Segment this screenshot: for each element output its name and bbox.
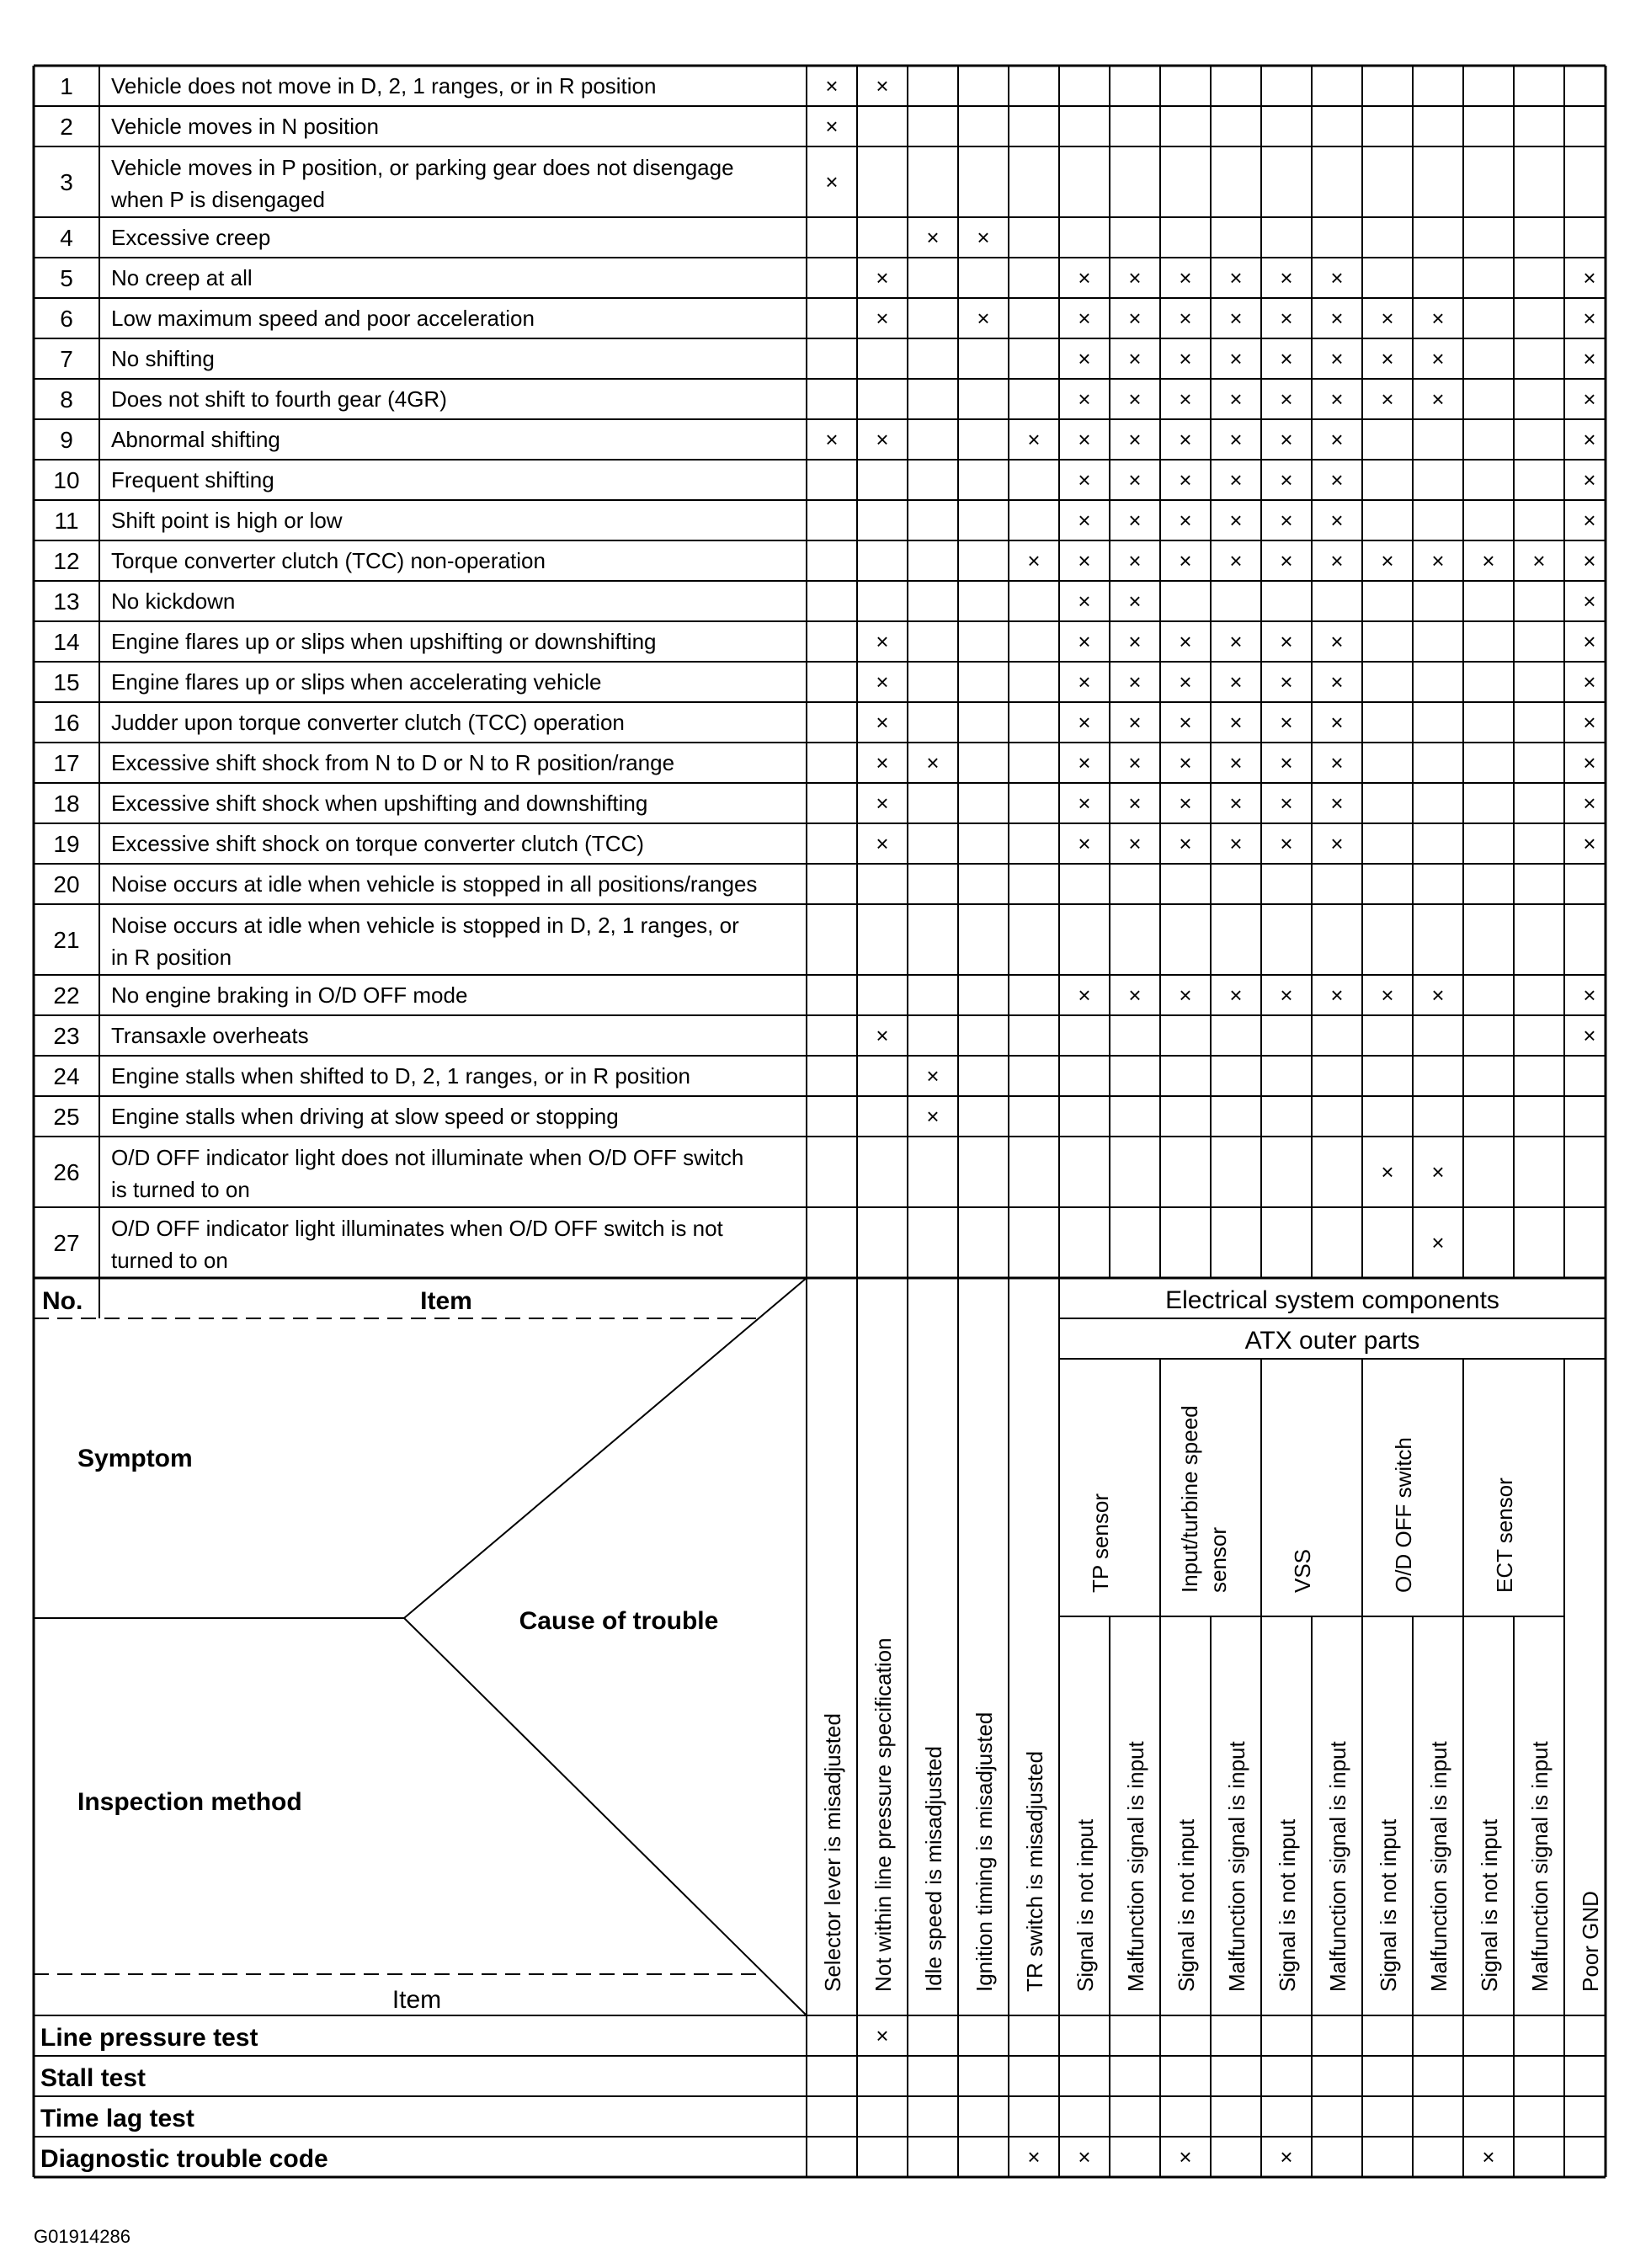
cause-column-label: Malfunction signal is input	[1527, 1741, 1552, 1992]
cause-mark: ×	[1280, 831, 1293, 856]
cause-mark: ×	[1128, 467, 1142, 492]
cause-mark: ×	[1330, 669, 1344, 695]
symptom-text: Vehicle moves in P position, or parking gear does not disengage	[111, 155, 734, 180]
cause-mark: ×	[1330, 386, 1344, 412]
symptom-text: Judder upon torque converter clutch (TCC) operation	[111, 710, 625, 735]
symptom-text: Torque converter clutch (TCC) non-operation	[111, 548, 546, 573]
cause-mark: ×	[1280, 386, 1293, 412]
diagonal-divider	[404, 1278, 807, 2015]
cause-mark: ×	[1179, 467, 1192, 492]
cause-mark: ×	[825, 427, 839, 452]
cause-mark: ×	[1078, 306, 1091, 331]
cause-mark: ×	[1027, 427, 1041, 452]
cause-mark: ×	[1280, 306, 1293, 331]
cause-mark: ×	[1583, 710, 1596, 735]
symptom-text: No kickdown	[111, 588, 236, 614]
cause-column-label: Malfunction signal is input	[1426, 1741, 1451, 1992]
cause-mark: ×	[876, 73, 889, 98]
cause-mark: ×	[1280, 265, 1293, 290]
cause-mark: ×	[1280, 791, 1293, 816]
cause-mark: ×	[1431, 306, 1445, 331]
cause-mark: ×	[1229, 710, 1243, 735]
electrical-components-header: Electrical system components	[1165, 1286, 1499, 1314]
cause-column-label: TR switch is misadjusted	[1022, 1750, 1047, 1992]
symptom-number: 25	[53, 1104, 80, 1130]
symptom-text: Low maximum speed and poor acceleration	[111, 306, 535, 331]
inspection-mark: ×	[1482, 2144, 1495, 2170]
cause-mark: ×	[926, 1063, 940, 1089]
symptom-number: 20	[53, 871, 80, 897]
cause-mark: ×	[1583, 791, 1596, 816]
cause-mark: ×	[876, 427, 889, 452]
component-group-label: Input/turbine speed	[1177, 1405, 1202, 1593]
symptom-text: Excessive shift shock when upshifting and downshifting	[111, 791, 648, 816]
cause-mark: ×	[1179, 427, 1192, 452]
cause-mark: ×	[1179, 750, 1192, 775]
cause-mark: ×	[977, 306, 990, 331]
symptom-text: No creep at all	[111, 265, 253, 290]
cause-mark: ×	[1179, 831, 1192, 856]
cause-mark: ×	[1330, 982, 1344, 1008]
symptom-text: Does not shift to fourth gear (4GR)	[111, 386, 447, 412]
cause-mark: ×	[1229, 629, 1243, 654]
cause-mark: ×	[825, 169, 839, 194]
cause-mark: ×	[1128, 548, 1142, 573]
cause-mark: ×	[1280, 508, 1293, 533]
cause-mark: ×	[1229, 306, 1243, 331]
cause-mark: ×	[926, 1104, 940, 1129]
no-label: No.	[42, 1287, 83, 1315]
symptom-number: 2	[60, 114, 73, 140]
cause-mark: ×	[1280, 548, 1293, 573]
cause-mark: ×	[977, 225, 990, 250]
cause-mark: ×	[1381, 306, 1394, 331]
cause-mark: ×	[1583, 831, 1596, 856]
cause-mark: ×	[876, 710, 889, 735]
symptom-text: Excessive shift shock on torque converter clutch (TCC)	[111, 831, 644, 856]
cause-mark: ×	[1330, 346, 1344, 371]
symptom-text: Vehicle moves in N position	[111, 114, 379, 139]
cause-mark: ×	[1583, 265, 1596, 290]
cause-mark: ×	[1128, 508, 1142, 533]
symptom-number: 10	[53, 467, 80, 493]
cause-mark: ×	[1179, 346, 1192, 371]
cause-mark: ×	[1330, 791, 1344, 816]
symptom-number: 24	[53, 1063, 80, 1089]
symptom-number: 3	[60, 169, 73, 195]
symptom-text: Vehicle does not move in D, 2, 1 ranges, or in R position	[111, 73, 657, 98]
symptom-number: 9	[60, 427, 73, 453]
cause-mark: ×	[1280, 750, 1293, 775]
symptom-number: 13	[53, 588, 80, 615]
symptom-text: Noise occurs at idle when vehicle is stopped in all positions/ranges	[111, 871, 758, 897]
cause-mark: ×	[1078, 427, 1091, 452]
cause-mark: ×	[1381, 346, 1394, 371]
cause-column-label: Ignition timing is misadjusted	[972, 1712, 997, 1992]
inspection-label: Inspection method	[77, 1788, 302, 1816]
symptom-text: is turned to on	[111, 1177, 250, 1202]
cause-mark: ×	[1128, 265, 1142, 290]
item-label-top: Item	[420, 1287, 472, 1315]
cause-mark: ×	[1330, 548, 1344, 573]
cause-mark: ×	[1128, 629, 1142, 654]
component-group-label: sensor	[1206, 1526, 1231, 1593]
cause-mark: ×	[1128, 386, 1142, 412]
cause-mark: ×	[1229, 831, 1243, 856]
cause-mark: ×	[876, 669, 889, 695]
symptom-number: 12	[53, 548, 80, 574]
cause-mark: ×	[876, 629, 889, 654]
cause-mark: ×	[1179, 982, 1192, 1008]
cause-mark: ×	[1128, 791, 1142, 816]
cause-mark: ×	[1078, 710, 1091, 735]
cause-mark: ×	[1583, 508, 1596, 533]
symptom-text: Frequent shifting	[111, 467, 274, 492]
cause-mark: ×	[1583, 588, 1596, 614]
cause-mark: ×	[876, 831, 889, 856]
cause-mark: ×	[1330, 265, 1344, 290]
cause-mark: ×	[1532, 548, 1546, 573]
cause-mark: ×	[1280, 467, 1293, 492]
cause-mark: ×	[1381, 1159, 1394, 1185]
cause-mark: ×	[1431, 386, 1445, 412]
cause-column-label: Idle speed is misadjusted	[921, 1746, 946, 1992]
cause-mark: ×	[1128, 588, 1142, 614]
cause-mark: ×	[1128, 346, 1142, 371]
symptom-text: turned to on	[111, 1248, 228, 1273]
symptom-number: 18	[53, 791, 80, 817]
symptom-number: 14	[53, 629, 80, 655]
cause-mark: ×	[1280, 629, 1293, 654]
item-label-bottom: Item	[391, 1986, 442, 2014]
cause-mark: ×	[1179, 306, 1192, 331]
cause-mark: ×	[1128, 669, 1142, 695]
cause-mark: ×	[1128, 710, 1142, 735]
symptom-text: Engine flares up or slips when upshifting or downshifting	[111, 629, 657, 654]
cause-mark: ×	[1229, 467, 1243, 492]
symptom-text: Abnormal shifting	[111, 427, 280, 452]
cause-mark: ×	[1128, 750, 1142, 775]
cause-column-label: Malfunction signal is input	[1123, 1741, 1148, 1992]
cause-mark: ×	[1583, 306, 1596, 331]
cause-mark: ×	[1128, 427, 1142, 452]
cause-mark: ×	[1583, 629, 1596, 654]
symptom-number: 5	[60, 265, 73, 291]
cause-column-label: Poor GND	[1578, 1891, 1603, 1992]
cause-mark: ×	[1128, 831, 1142, 856]
cause-mark: ×	[1381, 548, 1394, 573]
symptom-number: 11	[54, 508, 79, 534]
cause-mark: ×	[825, 73, 839, 98]
cause-mark: ×	[1078, 467, 1091, 492]
cause-mark: ×	[1179, 669, 1192, 695]
symptom-number: 23	[53, 1023, 80, 1049]
symptom-text: No engine braking in O/D OFF mode	[111, 982, 468, 1008]
cause-mark: ×	[825, 114, 839, 139]
cause-label: Cause of trouble	[519, 1607, 719, 1635]
cause-mark: ×	[1229, 346, 1243, 371]
cause-mark: ×	[1229, 265, 1243, 290]
symptom-number: 4	[60, 225, 73, 251]
cause-mark: ×	[926, 750, 940, 775]
cause-mark: ×	[1330, 508, 1344, 533]
inspection-name: Diagnostic trouble code	[40, 2145, 328, 2173]
cause-mark: ×	[1482, 548, 1495, 573]
inspection-mark: ×	[1280, 2144, 1293, 2170]
symptom-number: 22	[53, 982, 80, 1009]
cause-mark: ×	[1229, 548, 1243, 573]
cause-mark: ×	[1583, 982, 1596, 1008]
cause-mark: ×	[1583, 427, 1596, 452]
inspection-mark: ×	[876, 2023, 889, 2048]
cause-mark: ×	[1179, 508, 1192, 533]
cause-mark: ×	[1078, 629, 1091, 654]
cause-mark: ×	[1027, 548, 1041, 573]
symptom-number: 7	[60, 346, 73, 372]
symptom-text: Noise occurs at idle when vehicle is stopped in D, 2, 1 ranges, or	[111, 913, 739, 938]
cause-column-label: Signal is not input	[1376, 1818, 1401, 1992]
cause-mark: ×	[1229, 982, 1243, 1008]
symptom-text: No shifting	[111, 346, 215, 371]
symptom-text: Engine flares up or slips when accelerating vehicle	[111, 669, 602, 695]
cause-mark: ×	[1078, 548, 1091, 573]
symptom-number: 27	[53, 1230, 80, 1256]
symptom-number: 26	[53, 1159, 80, 1185]
cause-mark: ×	[1330, 710, 1344, 735]
cause-mark: ×	[876, 265, 889, 290]
cause-column-label: Not within line pressure specification	[871, 1637, 896, 1992]
cause-mark: ×	[1330, 467, 1344, 492]
cause-mark: ×	[1280, 982, 1293, 1008]
cause-column-label: Malfunction signal is input	[1325, 1741, 1350, 1992]
cause-mark: ×	[1330, 306, 1344, 331]
cause-mark: ×	[1583, 548, 1596, 573]
symptom-text: when P is disengaged	[111, 187, 325, 212]
symptom-text: O/D OFF indicator light illuminates when O/D OFF switch is not	[111, 1216, 723, 1241]
cause-mark: ×	[1229, 386, 1243, 412]
cause-mark: ×	[876, 791, 889, 816]
component-group-label: TP sensor	[1088, 1493, 1113, 1593]
component-group-label: ECT sensor	[1492, 1477, 1517, 1593]
symptom-number: 1	[60, 73, 73, 99]
symptom-number: 16	[53, 710, 80, 736]
symptom-number: 17	[53, 750, 80, 776]
cause-mark: ×	[1330, 427, 1344, 452]
cause-mark: ×	[876, 750, 889, 775]
cause-column-label: Signal is not input	[1073, 1818, 1098, 1992]
cause-column-label: Malfunction signal is input	[1224, 1741, 1249, 1992]
cause-column-label: Signal is not input	[1477, 1818, 1502, 1992]
cause-mark: ×	[1078, 346, 1091, 371]
symptom-label: Symptom	[77, 1445, 193, 1472]
cause-mark: ×	[1431, 1159, 1445, 1185]
cause-mark: ×	[1179, 386, 1192, 412]
cause-mark: ×	[1078, 386, 1091, 412]
cause-mark: ×	[1229, 427, 1243, 452]
cause-mark: ×	[1381, 386, 1394, 412]
cause-mark: ×	[1078, 588, 1091, 614]
cause-mark: ×	[1078, 750, 1091, 775]
inspection-name: Stall test	[40, 2064, 146, 2092]
symptom-text: Excessive shift shock from N to D or N to R position/range	[111, 750, 675, 775]
symptom-text: Engine stalls when shifted to D, 2, 1 ranges, or in R position	[111, 1063, 690, 1089]
cause-mark: ×	[1583, 669, 1596, 695]
cause-mark: ×	[1280, 427, 1293, 452]
cause-mark: ×	[1179, 791, 1192, 816]
component-group-label: VSS	[1290, 1548, 1315, 1593]
cause-mark: ×	[1179, 548, 1192, 573]
cause-mark: ×	[1431, 982, 1445, 1008]
symptom-text: Excessive creep	[111, 225, 271, 250]
cause-mark: ×	[1280, 669, 1293, 695]
inspection-name: Time lag test	[40, 2105, 194, 2132]
symptom-text: O/D OFF indicator light does not illuminate when O/D OFF switch	[111, 1145, 744, 1170]
inspection-mark: ×	[1179, 2144, 1192, 2170]
inspection-mark: ×	[1078, 2144, 1091, 2170]
cause-mark: ×	[1179, 710, 1192, 735]
cause-column-label: Selector lever is misadjusted	[820, 1713, 845, 1992]
cause-mark: ×	[1583, 467, 1596, 492]
cause-mark: ×	[876, 1023, 889, 1048]
component-group-label: O/D OFF switch	[1391, 1437, 1416, 1593]
symptom-text: Engine stalls when driving at slow speed or stopping	[111, 1104, 619, 1129]
cause-mark: ×	[1078, 669, 1091, 695]
symptom-number: 21	[53, 927, 80, 953]
cause-mark: ×	[1280, 346, 1293, 371]
atx-outer-parts-header: ATX outer parts	[1244, 1327, 1420, 1355]
symptom-number: 6	[60, 306, 73, 332]
cause-mark: ×	[1431, 548, 1445, 573]
cause-mark: ×	[1583, 386, 1596, 412]
cause-mark: ×	[1280, 710, 1293, 735]
cause-mark: ×	[876, 306, 889, 331]
cause-mark: ×	[1229, 669, 1243, 695]
cause-mark: ×	[1128, 306, 1142, 331]
inspection-name: Line pressure test	[40, 2024, 258, 2052]
cause-mark: ×	[1078, 265, 1091, 290]
cause-mark: ×	[1179, 629, 1192, 654]
cause-mark: ×	[1330, 750, 1344, 775]
cause-mark: ×	[1078, 791, 1091, 816]
cause-mark: ×	[1229, 508, 1243, 533]
symptom-text: in R position	[111, 945, 232, 970]
inspection-mark: ×	[1027, 2144, 1041, 2170]
cause-mark: ×	[1179, 265, 1192, 290]
cause-mark: ×	[1330, 831, 1344, 856]
cause-mark: ×	[1583, 750, 1596, 775]
cause-mark: ×	[926, 225, 940, 250]
cause-mark: ×	[1229, 791, 1243, 816]
cause-mark: ×	[1078, 982, 1091, 1008]
cause-column-label: Signal is not input	[1275, 1818, 1300, 1992]
symptom-number: 15	[53, 669, 80, 695]
cause-mark: ×	[1431, 346, 1445, 371]
cause-mark: ×	[1431, 1230, 1445, 1255]
symptom-number: 8	[60, 386, 73, 413]
cause-mark: ×	[1078, 831, 1091, 856]
symptom-text: Transaxle overheats	[111, 1023, 309, 1048]
cause-mark: ×	[1128, 982, 1142, 1008]
cause-column-label: Signal is not input	[1174, 1818, 1199, 1992]
cause-mark: ×	[1229, 750, 1243, 775]
cause-mark: ×	[1330, 629, 1344, 654]
cause-mark: ×	[1078, 508, 1091, 533]
figure-id: G01914286	[34, 2226, 130, 2247]
cause-mark: ×	[1583, 1023, 1596, 1048]
cause-mark: ×	[1583, 346, 1596, 371]
cause-mark: ×	[1381, 982, 1394, 1008]
symptom-number: 19	[53, 831, 80, 857]
symptom-text: Shift point is high or low	[111, 508, 343, 533]
